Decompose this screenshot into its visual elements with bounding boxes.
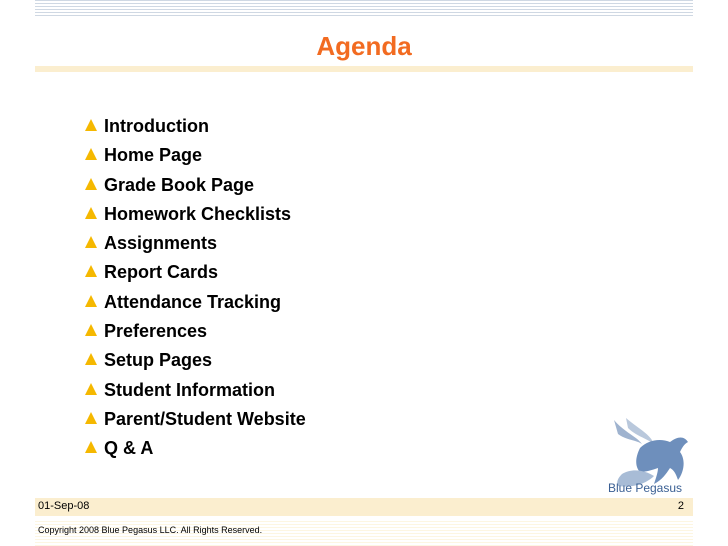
agenda-item — [84, 379, 306, 408]
agenda-item — [84, 115, 306, 144]
top-decorative-rule — [35, 0, 693, 17]
copyright-text: Copyright 2008 Blue Pegasus LLC. All Rights Reserved. — [38, 525, 263, 535]
triangle-bullet-icon — [84, 118, 98, 132]
triangle-bullet-icon — [84, 235, 98, 249]
footer-bar — [35, 498, 693, 516]
agenda-item — [84, 203, 306, 232]
agenda-item-label: Homework Checklists — [104, 203, 292, 224]
triangle-bullet-icon — [84, 264, 98, 278]
triangle-bullet-icon — [84, 411, 98, 425]
triangle-bullet-icon — [84, 440, 98, 454]
triangle-bullet-icon — [84, 177, 98, 191]
agenda-item-label: Attendance Tracking — [104, 291, 282, 312]
agenda-item — [84, 408, 306, 437]
agenda-item-label: Introduction — [104, 116, 209, 136]
agenda-list — [84, 115, 306, 467]
triangle-bullet-icon — [84, 147, 98, 161]
logo-text: Blue Pegasus — [607, 481, 683, 495]
triangle-bullet-icon — [84, 294, 98, 308]
agenda-item — [84, 232, 306, 261]
triangle-bullet-icon — [84, 206, 98, 220]
footer-date: 01-Sep-08 — [38, 500, 90, 512]
agenda-item-label: Assignments — [104, 233, 218, 254]
agenda-item — [84, 291, 306, 320]
agenda-item-label: Setup Pages — [104, 350, 213, 371]
agenda-item-label: Report Cards — [104, 262, 219, 283]
agenda-item — [84, 320, 306, 349]
agenda-item-label: Q & A — [104, 438, 154, 459]
agenda-item — [84, 437, 306, 466]
slide-title: Agenda — [316, 31, 412, 61]
triangle-bullet-icon — [84, 323, 98, 337]
agenda-item-label: Student Information — [104, 379, 275, 400]
agenda-item — [84, 174, 306, 203]
agenda-item-label: Parent/Student Website — [104, 408, 306, 429]
agenda-item — [84, 261, 306, 290]
triangle-bullet-icon — [84, 352, 98, 366]
triangle-bullet-icon — [84, 382, 98, 396]
agenda-item — [84, 144, 306, 173]
agenda-item — [84, 349, 306, 378]
agenda-item-label: Preferences — [104, 321, 208, 342]
agenda-item-label: Grade Book Page — [104, 174, 255, 195]
page-number: 2 — [677, 500, 684, 512]
agenda-item-label: Home Page — [104, 145, 203, 166]
title-underline — [35, 66, 693, 72]
